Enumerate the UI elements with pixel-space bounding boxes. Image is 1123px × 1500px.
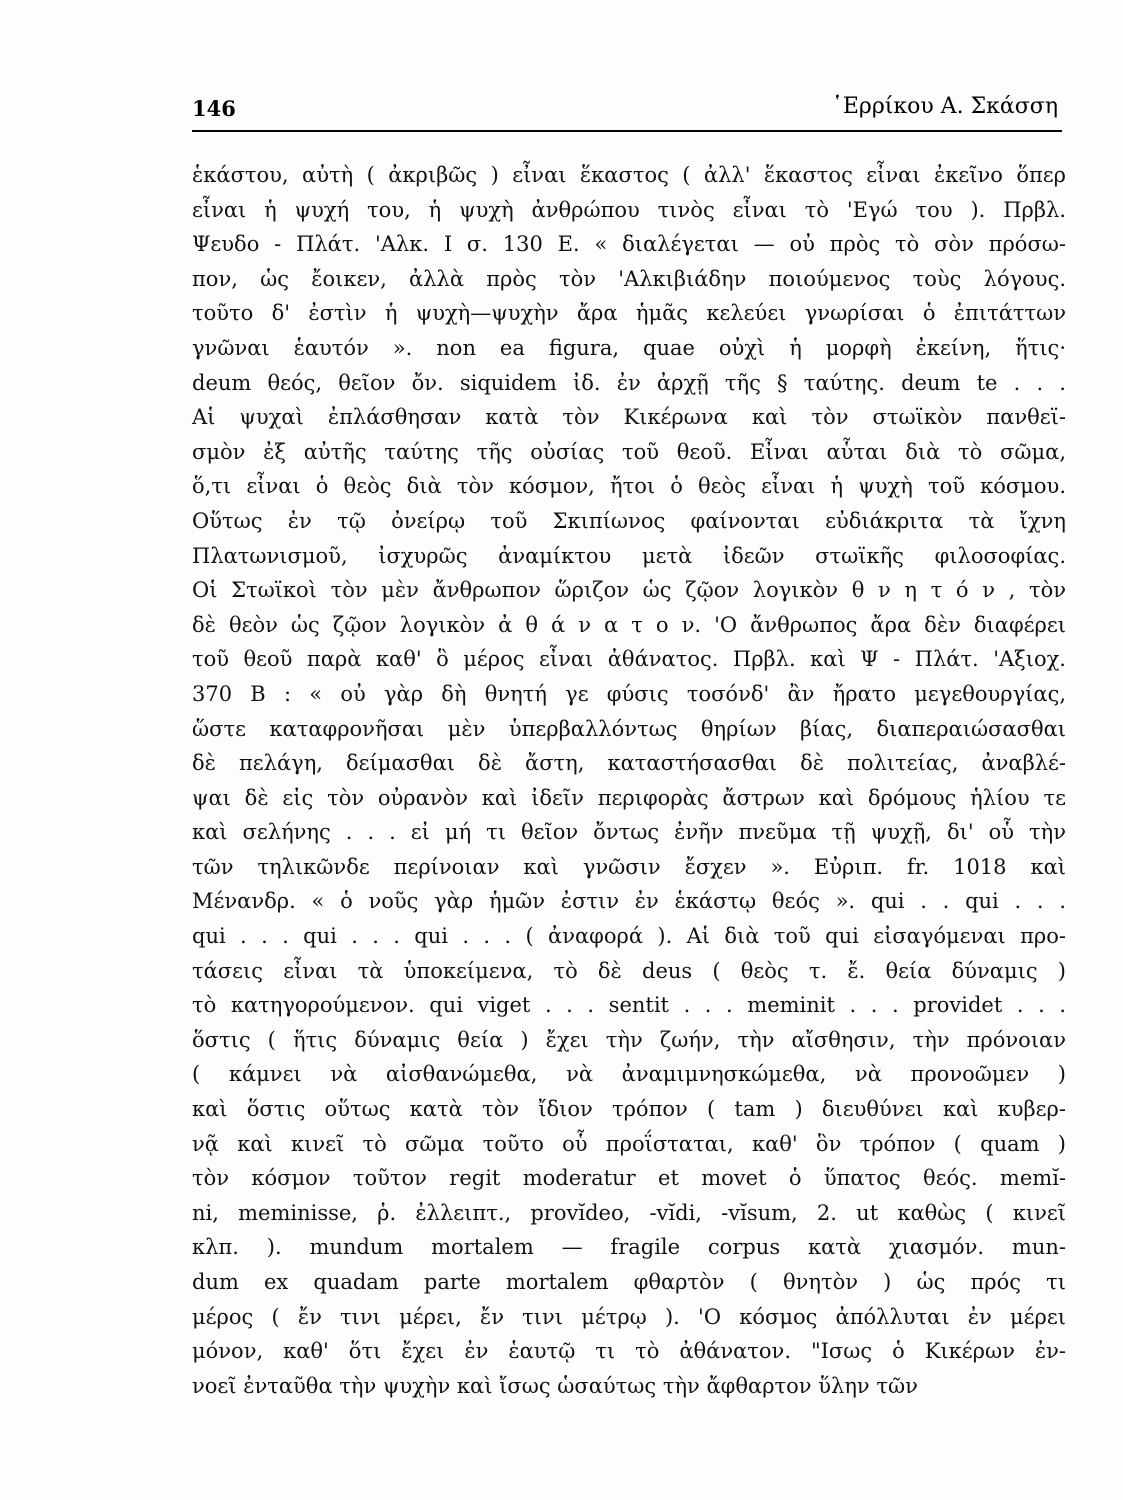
text-line: τοῦ θεοῦ παρὰ καθ' ὃ μέρος εἶναι ἀθάνατος. Πρβλ. καὶ Ψ - Πλάτ. 'Αξιοχ. [192,647,1066,672]
text-line: τὸν κόσμον τοῦτον regit moderatur et movet ὁ ὕπατος θεός. memĭ- [192,1166,1066,1191]
text-line: 370 Β : « οὐ γὰρ δὴ θνητή γε φύσις τοσόνδ' ἂν ἤρατο μεγεθουργίας, [192,681,1066,706]
text-line: εἶναι ἡ ψυχή του, ἡ ψυχὴ ἀνθρώπου τινὸς εἶναι τὸ 'Εγώ του ). Πρβλ. [192,197,1066,222]
text-line: ὥστε καταφρονῆσαι μὲν ὑπερβαλλόντως θηρίων βίας, διαπεραιώσασθαι [192,716,1066,741]
text-line: ( κάμνει νὰ αἰσθανώμεθα, νὰ ἀναμιμνησκώμεθα, νὰ προνοῶμεν ) [192,1062,1066,1087]
text-line: δὲ πελάγη, δείμασθαι δὲ ἄστη, καταστήσασθαι δὲ πολιτείας, ἀναβλέ- [192,751,1066,776]
text-line: καὶ σελήνης . . . εἰ μή τι θεῖον ὄντως ἐνῆν πνεῦμα τῇ ψυχῇ, δι' οὗ τὴν [192,820,1066,845]
text-line: νοεῖ ἐνταῦθα τὴν ψυχὴν καὶ ἴσως ὡσαύτως τὴν ἄφθαρτον ὕλην τῶν [192,1373,918,1398]
text-line: ni, meminisse, ῥ. ἐλλειπτ., provĭdeo, -vĭdi, -vĭsum, 2. ut καθὼς ( κινεῖ [192,1200,1066,1225]
text-line: τῶν τηλικῶνδε περίνοιαν καὶ γνῶσιν ἔσχεν ». Εὐριπ. fr. 1018 καὶ [192,854,1066,879]
text-line: ὅστις ( ἥτις δύναμις θεία ) ἔχει τὴν ζωήν, τὴν αἴσθησιν, τὴν πρόνοιαν [192,1027,1066,1052]
text-line: qui . . . qui . . . qui . . . ( ἀναφορά ). Αἱ διὰ τοῦ qui εἰσαγόμεναι προ- [192,924,1066,949]
text-line: τάσεις εἶναι τὰ ὑποκείμενα, τὸ δὲ deus ( θεὸς τ. ἔ. θεία δύναμις ) [192,958,1066,983]
text-line: ψαι δὲ εἰς τὸν οὐρανὸν καὶ ἰδεῖν περιφορὰς ἄστρων καὶ δρόμους ἡλίου τε [192,785,1066,810]
text-line: Οἱ Στωϊκοὶ τὸν μὲν ἄνθρωπον ὥριζον ὡς ζῷον λογικὸν θ ν η τ ό ν , τὸν [192,578,1066,603]
page-header [192,94,1062,132]
text-line: Μένανδρ. « ὁ νοῦς γὰρ ἡμῶν ἐστιν ἐν ἑκάστῳ θεός ». qui . . qui . . . [192,889,1066,914]
text-line: dum ex quadam parte mortalem φθαρτὸν ( θνητὸν ) ὡς πρός τι [192,1270,1066,1294]
text-line: ὅ,τι εἶναι ὁ θεὸς διὰ τὸν κόσμον, ἤτοι ὁ θεὸς εἶναι ἡ ψυχὴ τοῦ κόσμου. [192,474,1066,499]
text-line: νᾷ καὶ κινεῖ τὸ σῶμα τοῦτο οὗ προΐσταται, καθ' ὃν τρόπον ( quam ) [192,1131,1066,1156]
running-title: ῾Ερρίκου Α. Σκάσση [831,94,1058,119]
text-line: καὶ ὅστις οὕτως κατὰ τὸν ἴδιον τρόπον ( tam ) διευθύνει καὶ κυβερ- [192,1097,1066,1122]
text-line: πον, ὡς ἔοικεν, ἀλλὰ πρὸς τὸν 'Αλκιβιάδην ποιούμενος τοὺς λόγους. [192,266,1066,291]
text-line: Οὕτως ἐν τῷ ὀνείρῳ τοῦ Σκιπίωνος φαίνονται εὐδιάκριτα τὰ ἴχνη [192,508,1066,533]
page-number: 146 [192,96,236,121]
text-line: ἑκάστου, αὐτὴ ( ἀκριβῶς ) εἶναι ἕκαστος ( ἀλλ' ἕκαστος εἶναι ἐκεῖνο ὅπερ [192,163,1066,187]
text-line: σμὸν ἐξ αὐτῆς ταύτης τῆς οὐσίας τοῦ θεοῦ. Εἶναι αὗται διὰ τὸ σῶμα, [192,439,1066,464]
text-line: τὸ κατηγορούμενον. qui viget . . . sentit . . . meminit . . . providet . . . [192,993,1066,1018]
text-line: κλπ. ). mundum mortalem — fragile corpus κατὰ χιασμόν. mun- [192,1235,1066,1260]
body-text [192,158,1066,1403]
text-line: Πλατωνισμοῦ, ἰσχυρῶς ἀναμίκτου μετὰ ἰδεῶν στωϊκῆς φιλοσοφίας. [192,543,1066,568]
text-line: τοῦτο δ' ἐστὶν ἡ ψυχὴ—ψυχὴν ἄρα ἡμᾶς κελεύει γνωρίσαι ὁ ἐπιτάττων [192,301,1066,326]
text-line: μέρος ( ἔν τινι μέρει, ἔν τινι μέτρῳ ). 'Ο κόσμος ἀπόλλυται ἐν μέρει [192,1304,1066,1329]
text-line: deum θεός, θεῖον ὄν. siquidem ἰδ. ἐν ἀρχῇ τῆς § ταύτης. deum te . . . [192,370,1066,395]
text-line: δὲ θεὸν ὡς ζῷον λογικὸν ἀ θ ά ν α τ ο ν. 'Ο ἄνθρωπος ἄρα δὲν διαφέρει [192,612,1066,637]
text-line: Ψευδο - Πλάτ. 'Αλκ. Ι σ. 130 Ε. « διαλέγεται — οὐ πρὸς τὸ σὸν πρόσω- [192,232,1066,257]
text-line: γνῶναι ἑαυτόν ». non ea figura, quae οὐχὶ ἡ μορφὴ ἐκείνη, ἥτις· [192,335,1066,360]
text-line: Αἱ ψυχαὶ ἐπλάσθησαν κατὰ τὸν Κικέρωνα καὶ τὸν στωϊκὸν πανθεϊ- [192,405,1066,430]
text-line: μόνον, καθ' ὅτι ἔχει ἐν ἑαυτῷ τι τὸ ἀθάνατον. "Ισως ὁ Κικέρων ἐν- [192,1339,1066,1364]
